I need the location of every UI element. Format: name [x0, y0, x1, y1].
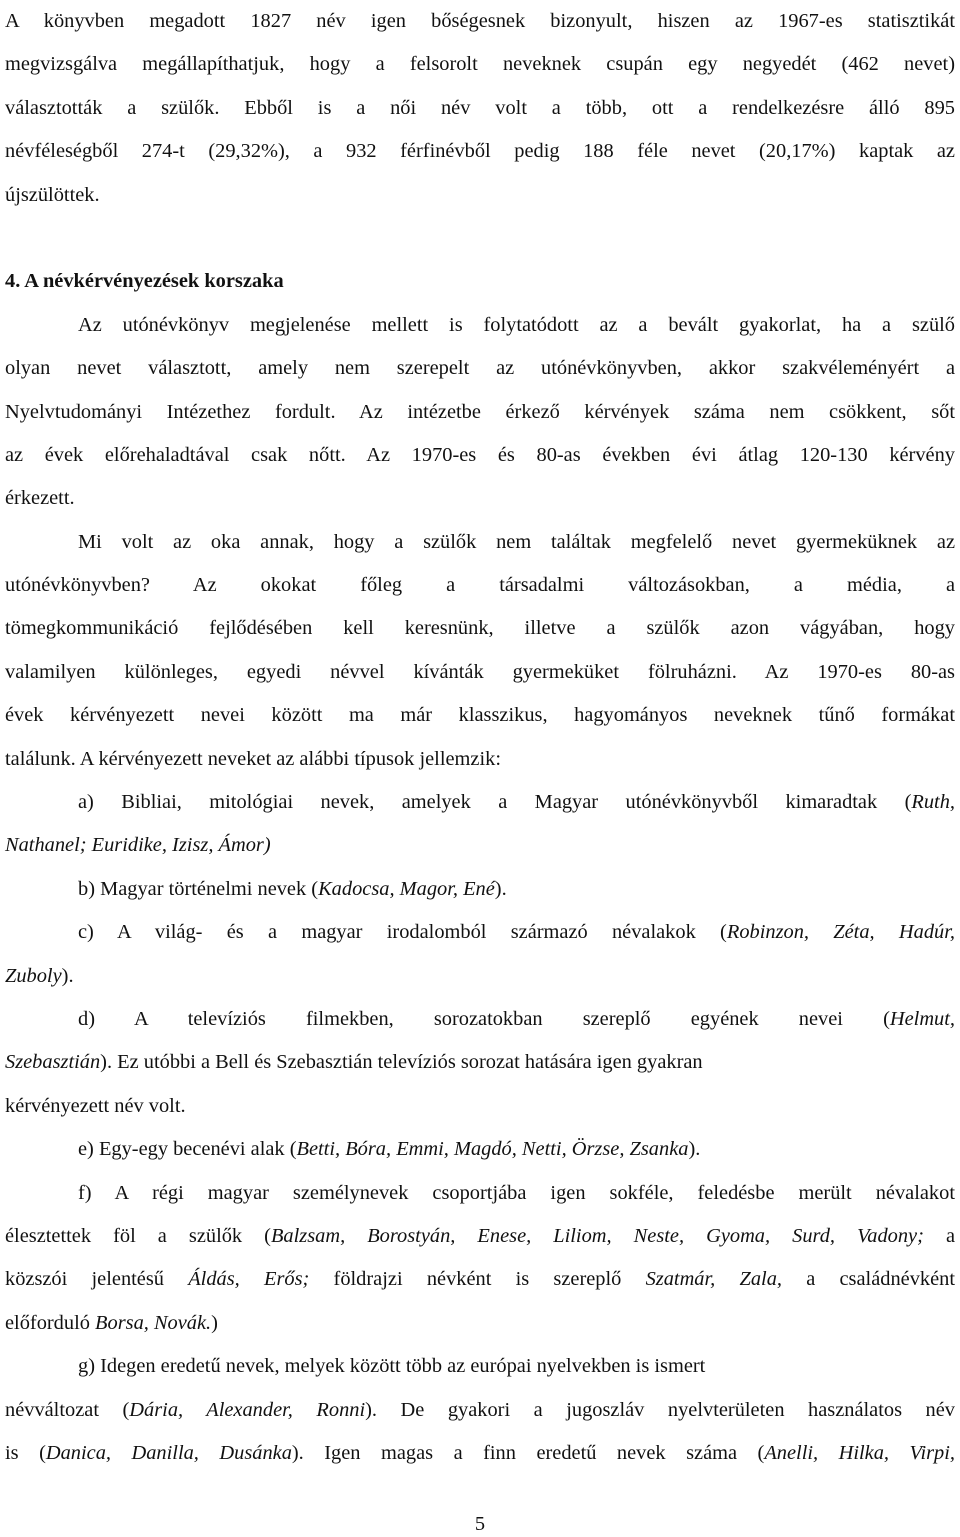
text-run: g) Idegen eredetű nevek, melyek között több az európai nyelvekben is ismert [78, 1355, 706, 1378]
text-line [5, 1085, 955, 1128]
text-line [5, 694, 955, 737]
text-run: a [923, 1224, 955, 1247]
italic-name-list: Robinzon, Zéta, Hadúr, [726, 921, 955, 944]
text-line [5, 738, 955, 781]
text-run: találunk. A kérvényezett neveket az alábbi típusok jellemzik: [5, 747, 501, 770]
text-run: A könyvben megadott 1827 név igen bőségesnek bizonyult, hiszen az 1967-es statisztikát [5, 10, 955, 32]
italic-name-list: Betti, Bóra, Emmi, Magdó, Netti, Örzse, Zsanka [296, 1138, 689, 1161]
text-run: választották a szülők. Ebből is a női név volt a több, ott a rendelkezésre álló 895 [5, 96, 955, 119]
italic-name-list: Dária, Alexander, Ronni [129, 1398, 366, 1421]
italic-name-list: Danica, Danilla, Dusánka [45, 1441, 292, 1464]
page-number: 5 [474, 1513, 486, 1535]
text-run: élesztettek föl a szülők ( [5, 1224, 271, 1247]
text-line [5, 955, 955, 998]
body-text [5, 0, 955, 1475]
text-run: Az utónévkönyv megjelenése mellett is folytatódott az a bevált gyakorlat, ha a szülő [78, 313, 955, 336]
text-line [5, 174, 955, 217]
text-line [5, 1215, 955, 1258]
text-line [5, 1258, 955, 1301]
italic-name-list: Nathanel; Euridike, Izisz, Ámor) [5, 834, 271, 857]
text-run: e) Egy-egy becenévi alak ( [78, 1138, 297, 1161]
italic-name-list: Áldás, Erős; [188, 1268, 310, 1291]
text-line [5, 434, 955, 477]
section-heading [5, 260, 955, 303]
italic-name-list: Borsa, Novák. [95, 1311, 212, 1334]
italic-name-list: Balzsam, Borostyán, Enese, Liliom, Neste, Gyoma, Surd, Vadony; [270, 1224, 924, 1247]
blank-line [5, 217, 955, 260]
text-line [5, 1389, 955, 1432]
text-run: közszói jelentésű [5, 1268, 189, 1291]
text-line [5, 1345, 955, 1388]
text-run: d) A televíziós filmekben, sorozatokban szereplő egyének nevei ( [78, 1007, 890, 1030]
text-line [5, 1172, 955, 1215]
text-line [5, 911, 955, 954]
text-line [5, 607, 955, 650]
italic-name-list: Szatmár, Zala, [645, 1268, 782, 1291]
text-line [5, 824, 955, 867]
text-line [5, 868, 955, 911]
text-line [5, 130, 955, 173]
text-line [5, 651, 955, 694]
text-run: tömegkommunikáció fejlődésében kell keresnünk, illetve a szülők azon vágyában, hogy [5, 617, 955, 640]
text-run: az évek előrehaladtával csak nőtt. Az 1970-es és 80-as években évi átlag 120-130 kérvény [5, 443, 955, 466]
text-run: is ( [5, 1441, 46, 1464]
text-run: f) A régi magyar személynevek csoportjába igen sokféle, feledésbe merült névalakot [78, 1181, 955, 1204]
text-line [5, 998, 955, 1041]
text-line [5, 347, 955, 390]
text-run: utónévkönyvben? Az okokat főleg a társadalmi változásokban, a média, a [5, 574, 955, 597]
italic-name-list: Szebasztián [5, 1051, 101, 1074]
text-line [5, 1302, 955, 1345]
text-run: ). [494, 877, 507, 900]
text-run: ). [61, 964, 74, 987]
text-run: ). Ez utóbbi a Bell és Szebasztián televíziós sorozat hatására igen gyakran [100, 1051, 703, 1074]
text-run: ). De gyakori a jugoszláv nyelvterületen használatos név [365, 1398, 955, 1421]
italic-name-list: Kadocsa, Magor, Ené [318, 877, 495, 900]
text-line [5, 1041, 955, 1084]
italic-name-list: Helmut, [889, 1007, 955, 1030]
text-line [5, 1128, 955, 1171]
text-line [5, 564, 955, 607]
text-line [5, 521, 955, 564]
text-line [5, 0, 955, 43]
text-line [5, 43, 955, 86]
text-run: b) Magyar történelmi nevek ( [78, 877, 319, 900]
text-run: c) A világ- és a magyar irodalomból származó névalakok ( [78, 921, 727, 944]
text-line [5, 477, 955, 520]
text-line [5, 781, 955, 824]
text-line [5, 391, 955, 434]
text-run: a családnévként [782, 1268, 955, 1291]
text-line [5, 1432, 955, 1475]
text-run: Nyelvtudományi Intézethez fordult. Az intézetbe érkező kérvények száma nem csökkent, sőt [5, 400, 955, 423]
italic-name-list: Zuboly [5, 964, 62, 987]
text-run: 4. A névkérvényezések korszaka [5, 270, 284, 293]
text-run: névváltozat ( [5, 1398, 130, 1421]
text-run: megvizsgálva megállapíthatjuk, hogy a felsorolt neveknek csupán egy negyedét (462 nevet) [5, 53, 955, 76]
text-run: olyan nevet választott, amely nem szerepelt az utónévkönyvben, akkor szakvéleményért a [5, 357, 955, 380]
text-run: földrajzi névként is szereplő [309, 1268, 646, 1291]
text-run: névféleségből 274-t (29,32%), a 932 férfinévből pedig 188 féle nevet (20,17%) kaptak az [5, 140, 955, 163]
text-run: ) [211, 1311, 218, 1334]
text-run: előforduló [5, 1311, 96, 1334]
italic-name-list: Ruth, [911, 791, 955, 814]
text-run: valamilyen különleges, egyedi névvel kívánták gyermeküket fölruházni. Az 1970-es 80-as [5, 660, 955, 683]
italic-name-list: Anelli, Hilka, Virpi, [764, 1441, 955, 1464]
text-run: kérvényezett név volt. [5, 1094, 186, 1117]
text-run: érkezett. [5, 487, 75, 510]
text-run: ). [688, 1138, 701, 1161]
text-run: évek kérvényezett nevei között ma már klasszikus, hagyományos neveknek tűnő formákat [5, 704, 955, 727]
text-run: Mi volt az oka annak, hogy a szülők nem találtak megfelelő nevet gyermeküknek az [78, 530, 955, 553]
text-run: ). Igen magas a finn eredetű nevek száma ( [291, 1441, 765, 1464]
text-line [5, 87, 955, 130]
text-line [5, 304, 955, 347]
text-run: újszülöttek. [5, 183, 100, 206]
text-run: a) Bibliai, mitológiai nevek, amelyek a Magyar utónévkönyvből kimaradtak ( [78, 791, 912, 814]
